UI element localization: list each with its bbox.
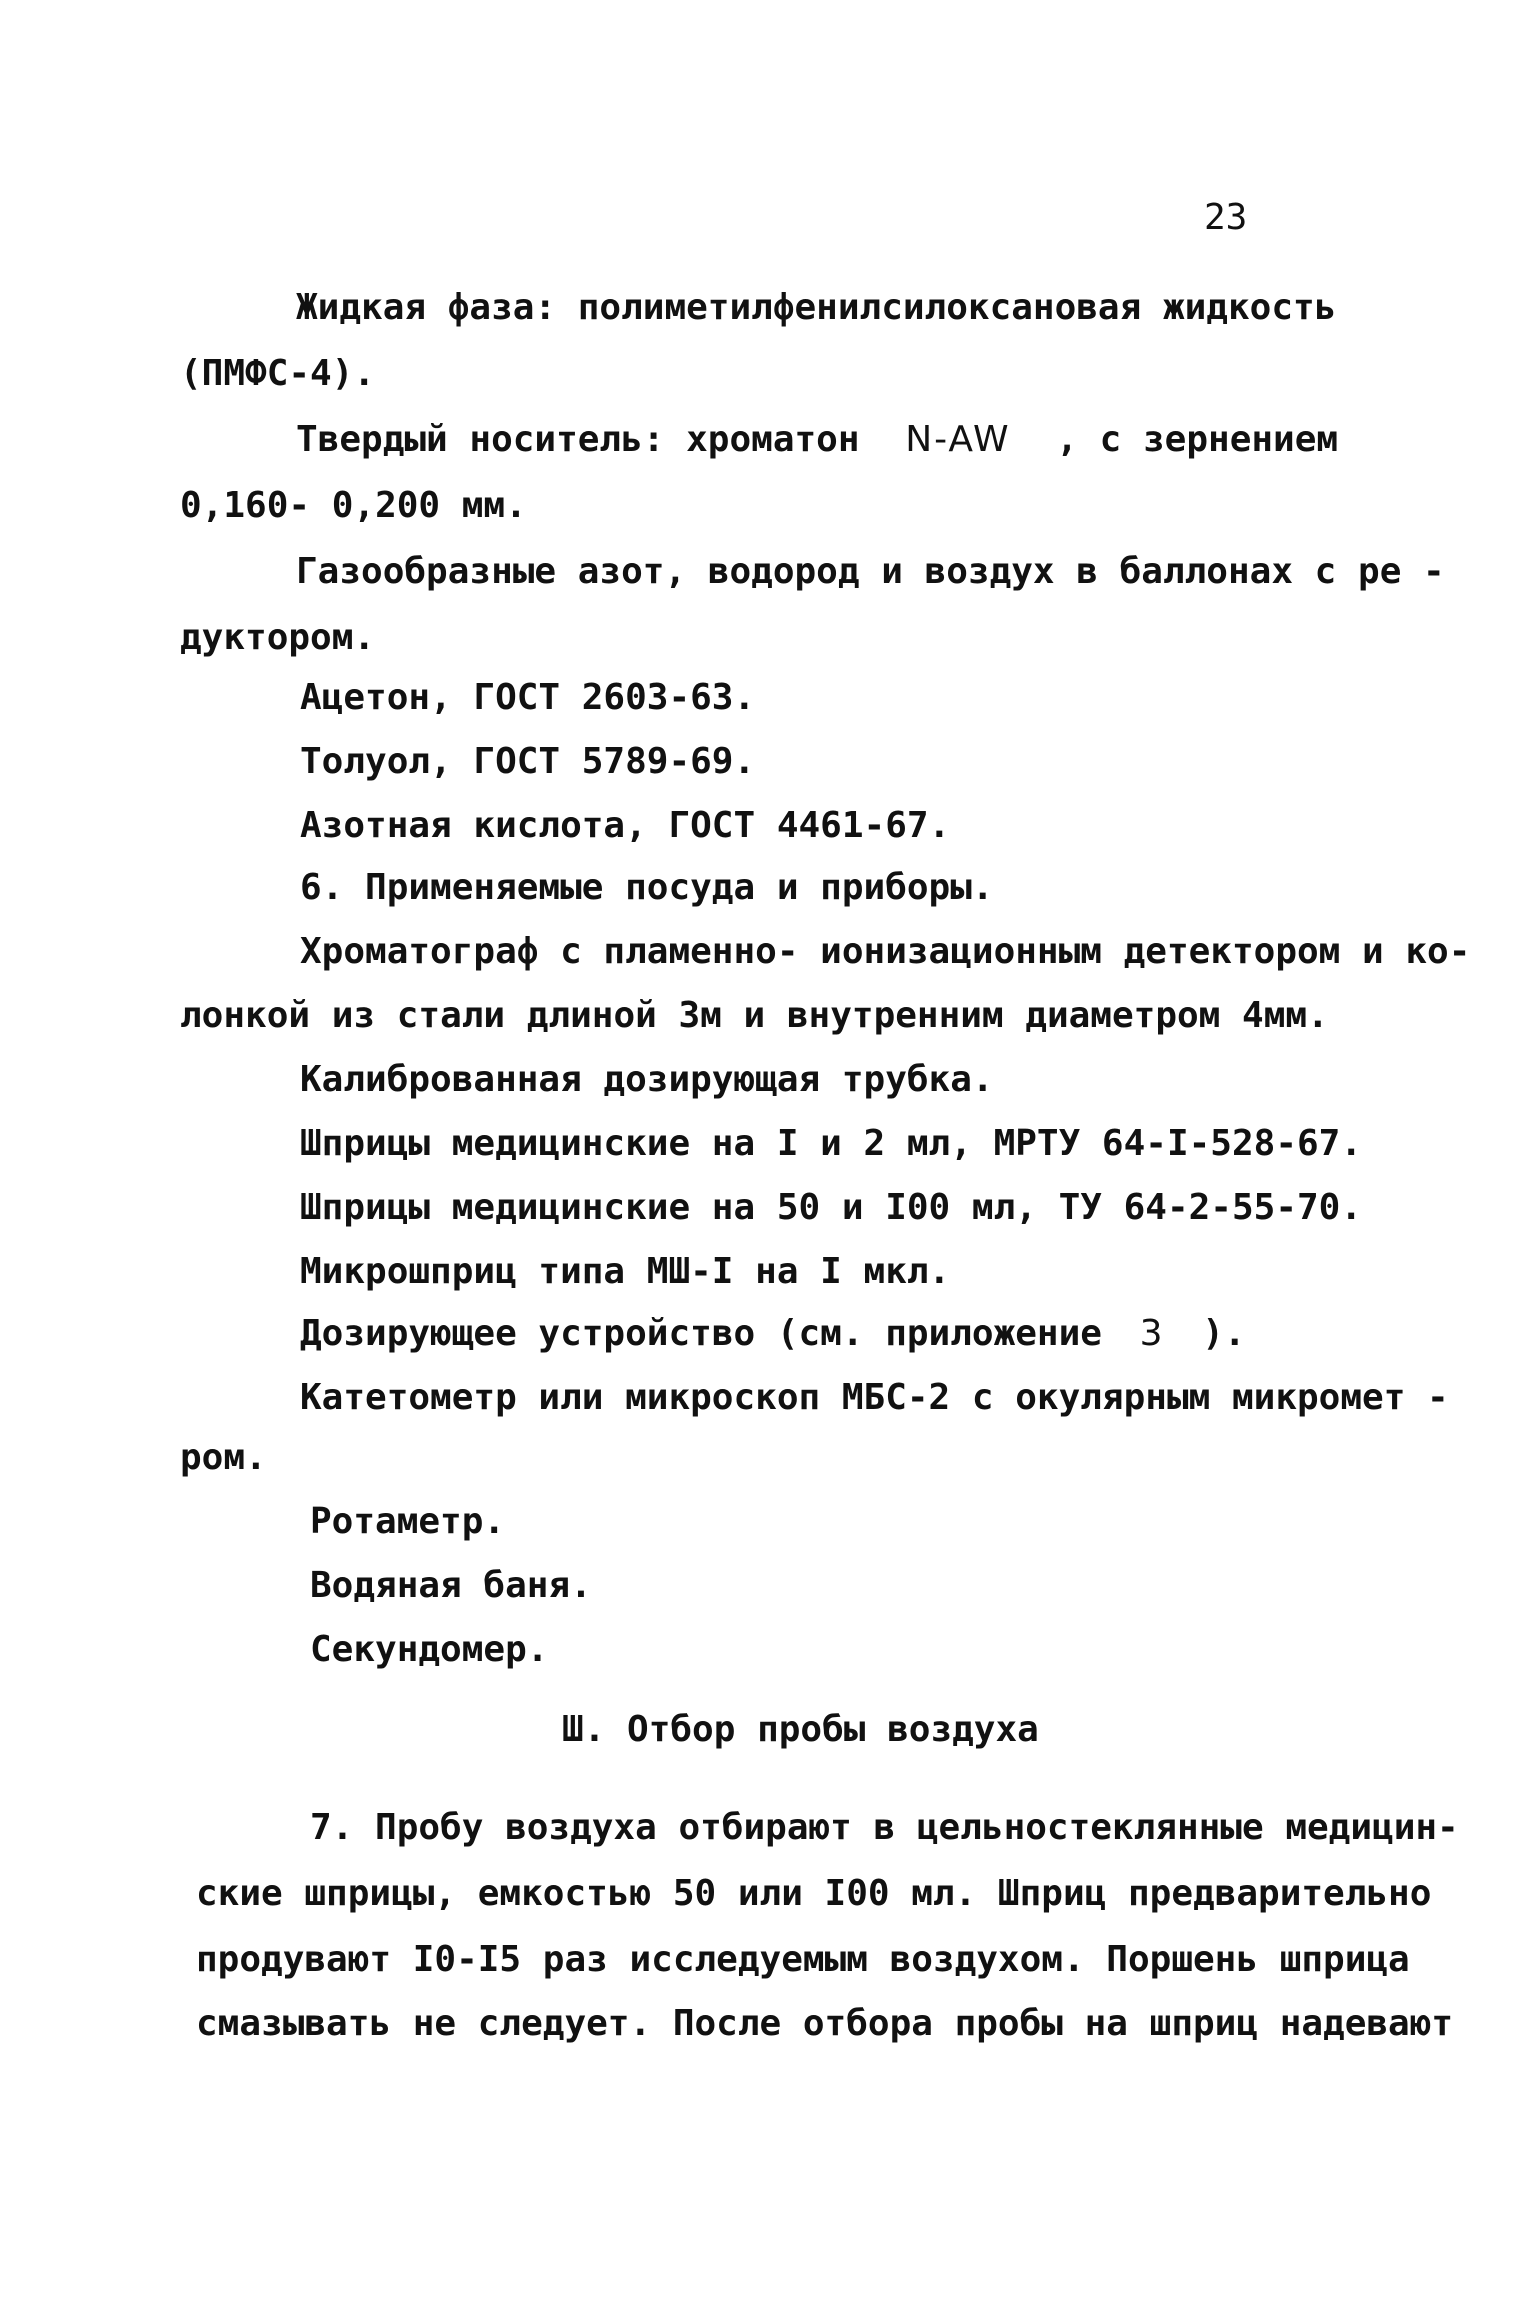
text-line: Толуол, ГОСТ 5789-69. <box>300 741 756 782</box>
text-fragment: Дозирующее устройство (см. приложение <box>300 1313 1102 1354</box>
text-line: Ацетон, ГОСТ 2603-63. <box>300 677 756 718</box>
text-line: 0,160- 0,200 мм. <box>180 485 527 526</box>
text-fragment: Твердый носитель: хроматон <box>296 419 860 460</box>
section-heading: 6. Применяемые посуда и приборы. <box>300 867 994 908</box>
paragraph-line: ские шприцы, емкостью 50 или I00 мл. Шприц предварительно <box>196 1873 1432 1914</box>
text-line: Калиброванная дозирующая трубка. <box>300 1059 994 1100</box>
text-line: Жидкая фаза: полиметилфенилсилоксановая жидкость <box>296 287 1337 328</box>
text-line: Азотная кислота, ГОСТ 4461-67. <box>300 805 951 846</box>
text-line: Микрошприц типа МШ-I на I мкл. <box>300 1251 951 1292</box>
text-line: лонкой из стали длиной 3м и внутренним диаметром 4мм. <box>180 995 1329 1036</box>
handwritten-insert: N-AW <box>905 419 1011 460</box>
paragraph-line: продувают I0-I5 раз исследуемым воздухом. Поршень шприца <box>196 1939 1410 1980</box>
text-line: дуктором. <box>180 617 376 658</box>
text-line: Ротаметр. <box>310 1501 506 1542</box>
text-line: Газообразные азот, водород и воздух в баллонах с ре - <box>296 551 1445 592</box>
section-heading: Ш. Отбор пробы воздуха <box>562 1709 1039 1750</box>
text-line: Хроматограф с пламенно- ионизационным детектором и ко- <box>300 931 1471 972</box>
paragraph-line: 7. Пробу воздуха отбирают в цельностеклянные медицин- <box>310 1807 1459 1848</box>
text-fragment: ). <box>1202 1313 1246 1354</box>
text-line: Шприцы медицинские на 50 и I00 мл, ТУ 64-2-55-70. <box>300 1187 1363 1228</box>
text-line <box>296 418 1338 462</box>
text-fragment: , с зернением <box>1056 419 1339 460</box>
handwritten-insert: 3 <box>1139 1313 1165 1354</box>
text-line: Катетометр или микроскоп МБС-2 с окулярным микромет - <box>300 1377 1449 1418</box>
text-line: Секундомер. <box>310 1629 549 1670</box>
text-line: (ПМФС-4). <box>180 353 376 394</box>
paragraph-line: смазывать не следует. После отбора пробы на шприц надевают <box>196 2003 1454 2044</box>
text-line: ром. <box>180 1437 267 1478</box>
page-number: 23 <box>1204 197 1248 238</box>
text-line <box>300 1312 1246 1356</box>
text-line: Шприцы медицинские на I и 2 мл, МРТУ 64-I-528-67. <box>300 1123 1363 1164</box>
text-line: Водяная баня. <box>310 1565 592 1606</box>
